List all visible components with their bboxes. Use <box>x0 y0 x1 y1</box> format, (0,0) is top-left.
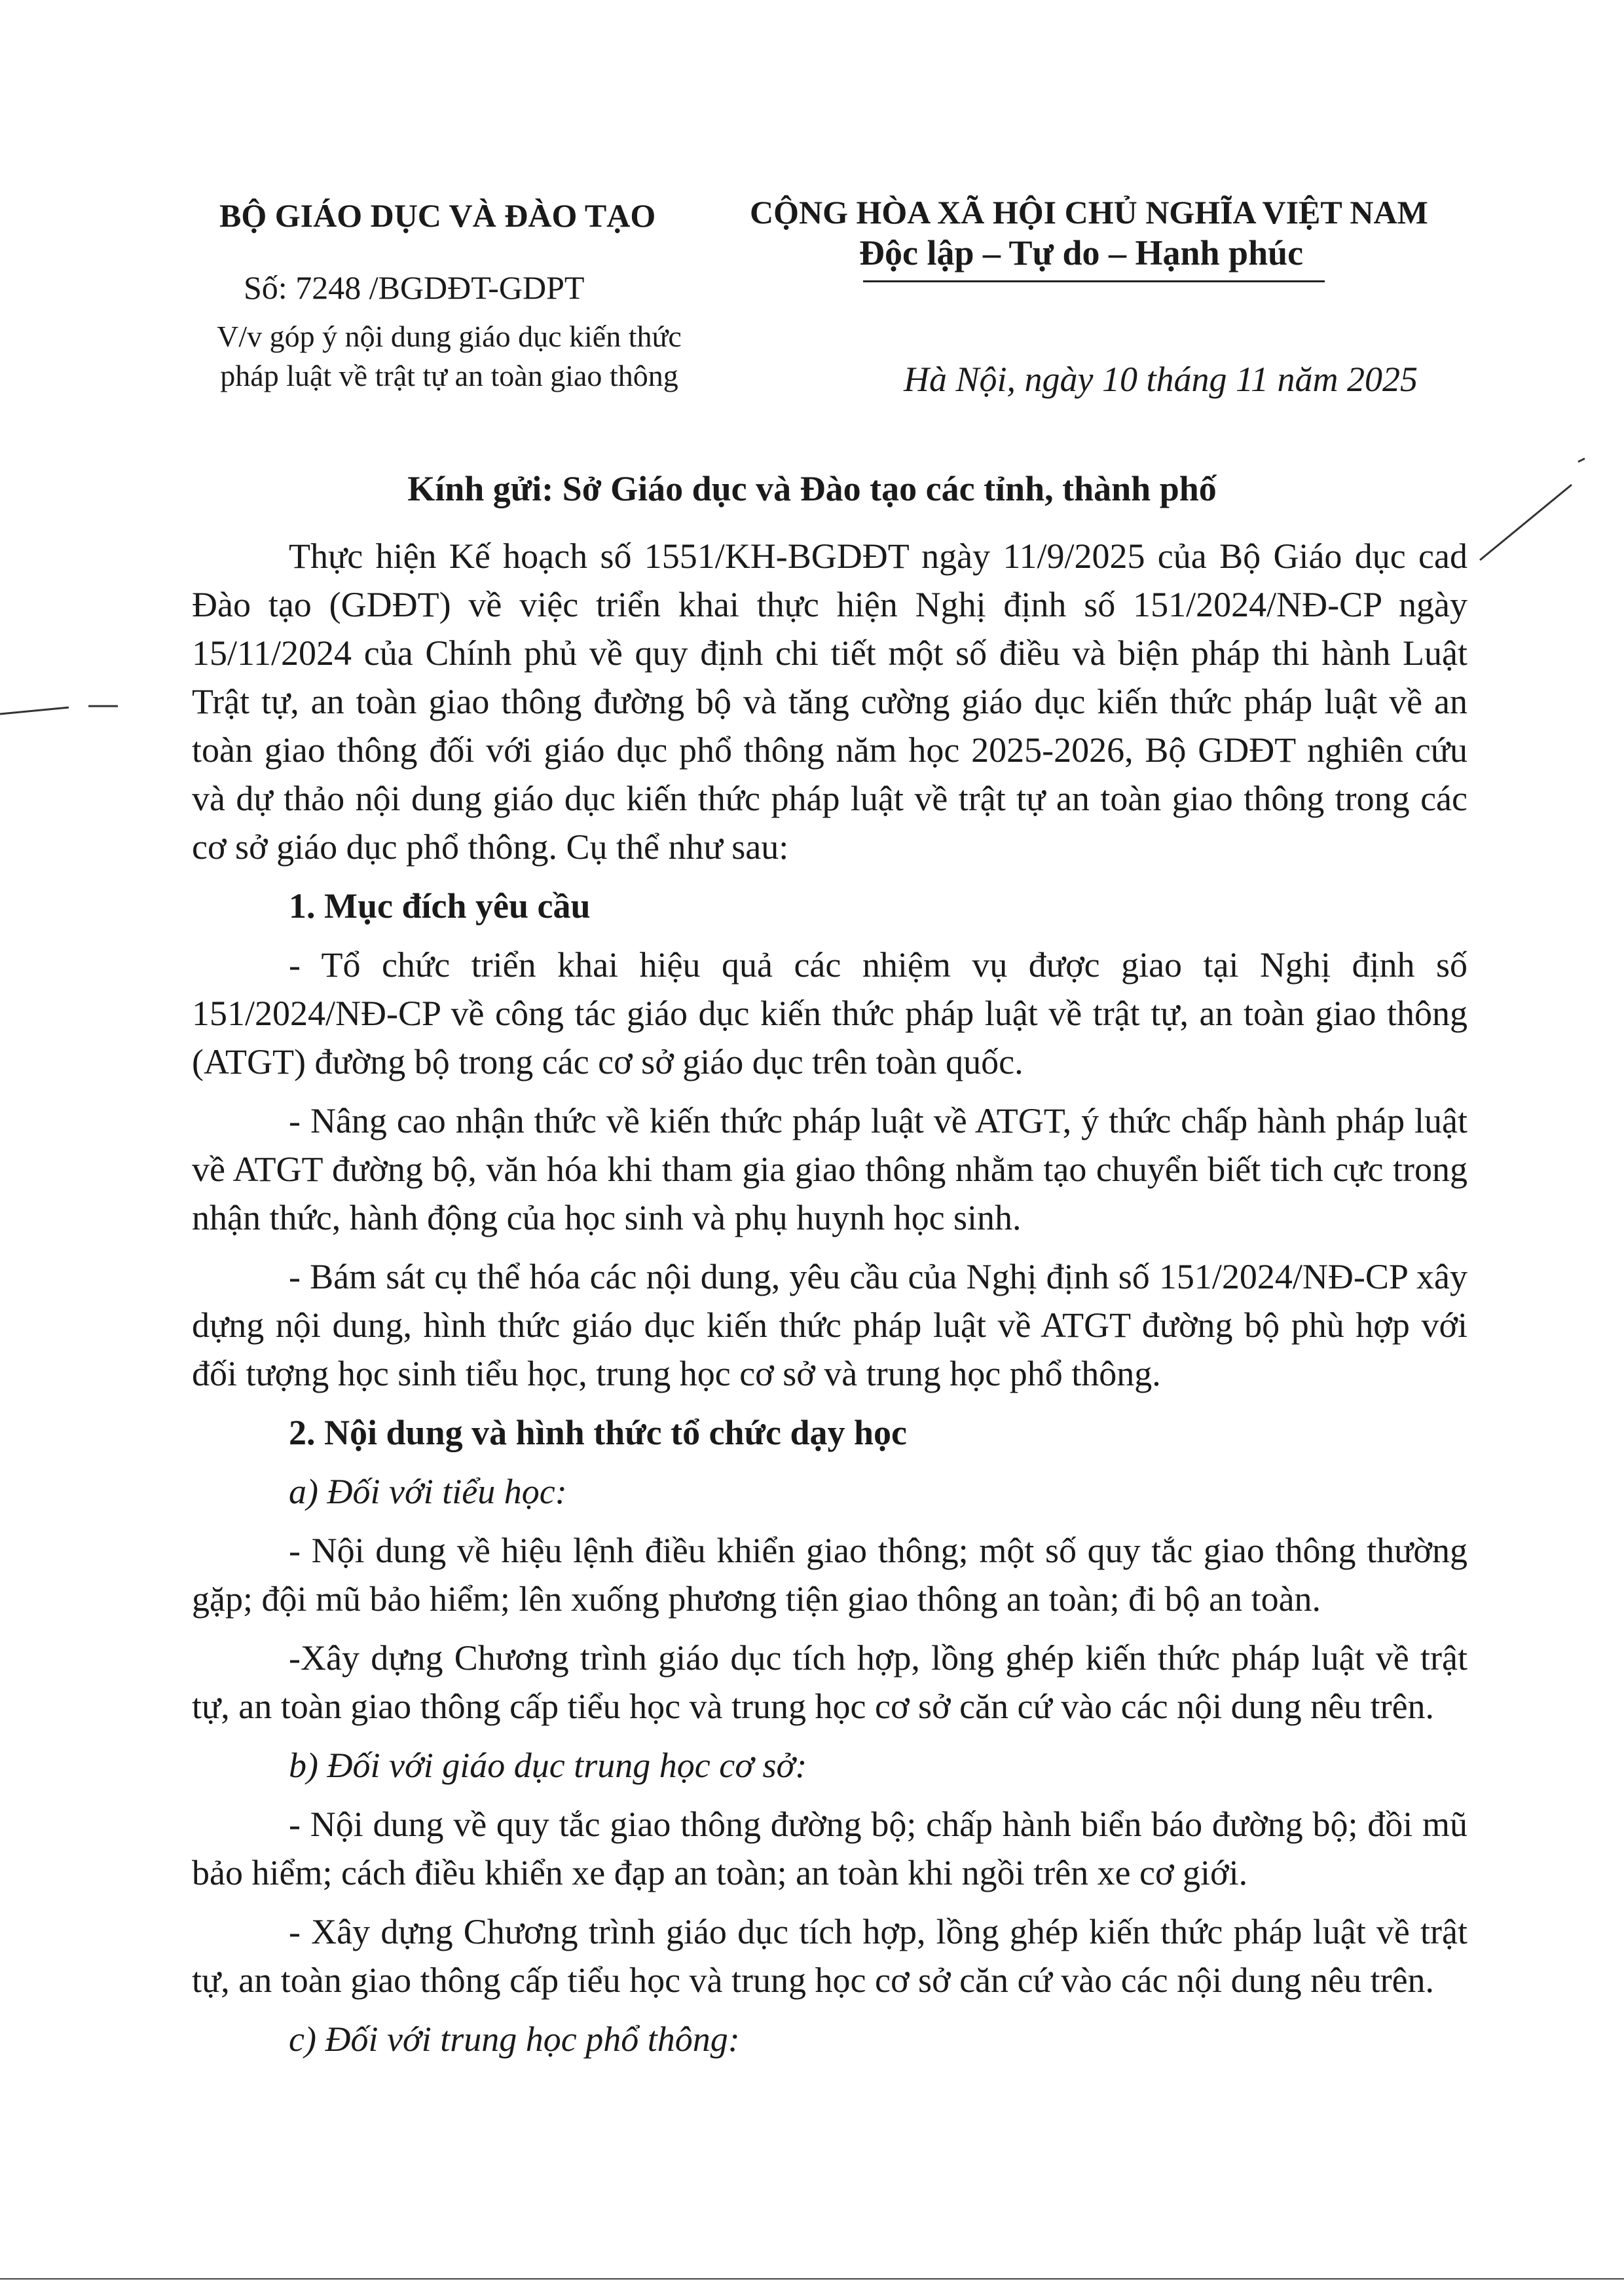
section-1-paragraph-1: - Tổ chức triển khai hiệu quả các nhiệm vụ được giao tại Nghị định số 151/2024/NĐ-CP về công tác giáo dục kiến thức pháp luật về trật tự, an toàn giao thông (ATGT) đường bộ trong các cơ sở giáo dục trên toàn quốc. <box>192 945 1467 1081</box>
scan-mark-right <box>1473 452 1591 570</box>
document-number: Số: 7248 /BGDĐT-GDPT <box>244 269 585 306</box>
subsection-a-heading: a) Đối với tiểu học: <box>289 1472 567 1511</box>
republic-title: CỘNG HÒA XÃ HỘI CHỦ NGHĨA VIỆT NAM <box>750 194 1428 231</box>
motto-underline <box>863 280 1325 282</box>
salutation: Kính gửi: Sở Giáo dục và Đào tạo các tỉnh, thành phố <box>407 469 1217 508</box>
scan-bottom-edge <box>0 2278 1624 2280</box>
document-subject: V/v góp ý nội dung giáo dục kiến thức pháp luật về trật tự an toàn giao thông <box>217 320 682 392</box>
issue-date: Hà Nội, ngày 10 tháng 11 năm 2025 <box>904 360 1418 399</box>
intro-paragraph: Thực hiện Kế hoạch số 1551/KH-BGDĐT ngày 11/9/2025 của Bộ Giáo dục cad Đào tạo (GDĐT) về việc triển khai thực hiện Nghị định số 151/2024/NĐ-CP ngày 15/11/2024 của Chính phủ về quy định chi tiết một số điều và biện pháp thi hành Luật Trật tự, an toàn giao thông đường bộ và tăng cường giáo dục kiến thức pháp luật về an toàn giao thông đối với giáo dục phổ thông năm học 2025-2026, Bộ GDĐT nghiên cứu và dự thảo nội dung giáo dục kiến thức pháp luật về trật tự an toàn giao thông trong các cơ sở giáo dục phổ thông. Cụ thể như sau: <box>192 536 1467 867</box>
section-1-heading: 1. Mục đích yêu cầu <box>289 886 591 926</box>
section-1-paragraph-3: - Bám sát cụ thể hóa các nội dung, yêu cầu của Nghị định số 151/2024/NĐ-CP xây dựng nội dung, hình thức giáo dục kiến thức pháp luật về ATGT đường bộ phù hợp với đối tượng học sinh tiểu học, trung học cơ sở và trung học phổ thông. <box>192 1257 1467 1393</box>
national-motto: Độc lập – Tự do – Hạnh phúc <box>859 233 1304 272</box>
scan-mark-left <box>0 694 131 721</box>
subsection-a-paragraph-2: -Xây dựng Chương trình giáo dục tích hợp, lồng ghép kiến thức pháp luật về trật tự, an toàn giao thông cấp tiểu học và trung học cơ sở căn cứ vào các nội dung nêu trên. <box>192 1638 1467 1726</box>
subsection-b-heading: b) Đối với giáo dục trung học cơ sở: <box>289 1746 807 1785</box>
subsection-b-paragraph-2: - Xây dựng Chương trình giáo dục tích hợp, lồng ghép kiến thức pháp luật về trật tự, an toàn giao thông cấp tiểu học và trung học cơ sở căn cứ vào các nội dung nêu trên. <box>192 1912 1467 2000</box>
document-body <box>192 532 1467 2074</box>
subsection-a-paragraph-1: - Nội dung về hiệu lệnh điều khiển giao thông; một số quy tắc giao thông thường gặp; đội mũ bảo hiểm; lên xuống phương tiện giao thông an toàn; đi bộ an toàn. <box>192 1531 1467 1619</box>
subsection-c-heading: c) Đối với trung học phổ thông: <box>289 2019 740 2059</box>
subsection-b-paragraph-1: - Nội dung về quy tắc giao thông đường bộ; chấp hành biển báo đường bộ; đồi mũ bảo hiểm; cách điều khiển xe đạp an toàn; an toàn khi ngồi trên xe cơ giới. <box>192 1805 1467 1892</box>
section-1-paragraph-2: - Nâng cao nhận thức về kiến thức pháp luật về ATGT, ý thức chấp hành pháp luật về ATGT đường bộ, văn hóa khi tham gia giao thông nhằm tạo chuyển biết tich cực trong nhận thức, hành động của học sinh và phụ huynh học sinh. <box>192 1101 1467 1237</box>
section-2-heading: 2. Nội dung và hình thức tổ chức dạy học <box>289 1413 907 1452</box>
ministry-name: BỘ GIÁO DỤC VÀ ĐÀO TẠO <box>219 197 656 234</box>
